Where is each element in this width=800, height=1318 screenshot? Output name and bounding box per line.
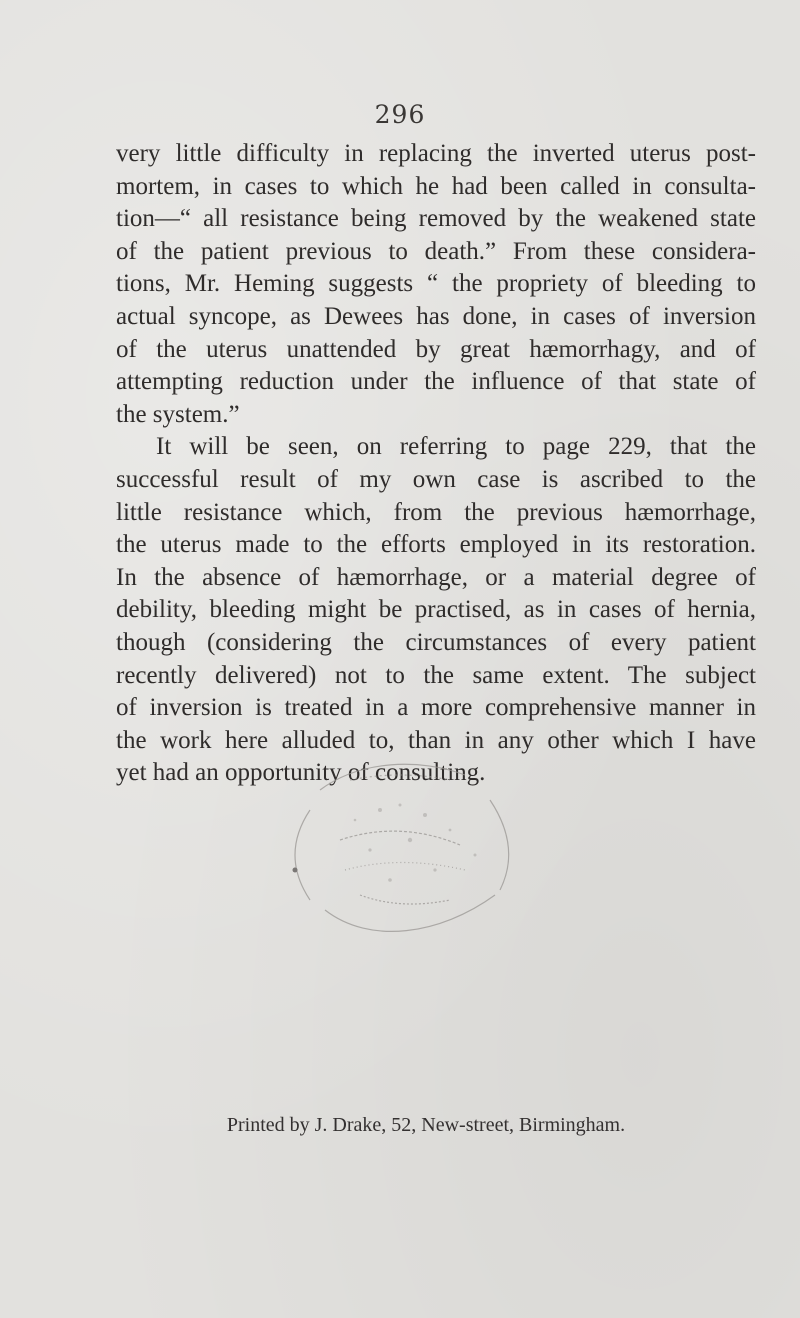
text-line: of the uterus unattended by great hæmorrhagy, and of xyxy=(116,335,756,363)
text-line: the work here alluded to, than in any other which I have xyxy=(116,726,756,754)
text-line: the system.” xyxy=(116,400,240,428)
text-line: It will be seen, on referring to page 229, that the xyxy=(156,433,756,461)
text-line: the uterus made to the efforts employed in its restoration. xyxy=(116,531,756,559)
text-line: of inversion is treated in a more comprehensive manner in xyxy=(116,694,756,722)
text-line: yet had an opportunity of consulting. xyxy=(116,759,486,787)
printer-imprint-text: Printed by J. Drake, 52, New-street, Birmingham. xyxy=(226,1114,626,1136)
text-line: actual syncope, as Dewees has done, in cases of inversion xyxy=(116,302,756,330)
decorative-tailpiece-ornament xyxy=(250,720,540,940)
body-text xyxy=(116,138,756,790)
text-line: debility, bleeding might be practised, as in cases of hernia, xyxy=(116,596,756,624)
text-line: tion—“ all resistance being removed by the weakened state xyxy=(116,205,756,233)
page-number: 296 xyxy=(374,100,426,129)
text-line: In the absence of hæmorrhage, or a material degree of xyxy=(116,563,756,591)
printer-imprint xyxy=(0,1114,800,1137)
text-line: very little difficulty in replacing the inverted uterus post- xyxy=(116,140,756,167)
text-line: though (considering the circumstances of every patient xyxy=(116,628,756,656)
text-line: mortem, in cases to which he had been called in consulta- xyxy=(116,172,756,200)
text-line: little resistance which, from the previous hæmorrhage, xyxy=(116,498,756,526)
text-line: of the patient previous to death.” From these considera- xyxy=(116,237,756,265)
text-line: successful result of my own case is ascribed to the xyxy=(116,465,756,493)
text-line: recently delivered) not to the same extent. The subject xyxy=(116,661,756,689)
text-line: attempting reduction under the influence of that state of xyxy=(116,368,756,396)
text-line: tions, Mr. Heming suggests “ the propriety of bleeding to xyxy=(116,270,756,298)
